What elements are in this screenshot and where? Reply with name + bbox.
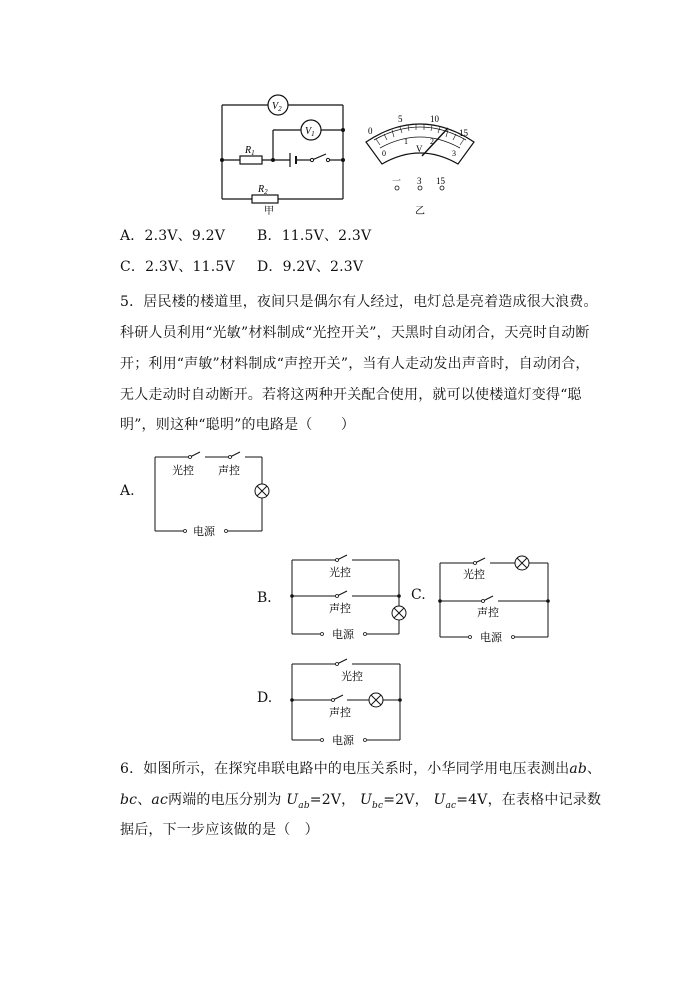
label-sound-switch: 声控 <box>218 465 240 477</box>
dial-tick-inner-1: 1 <box>404 137 408 146</box>
q5-option-c-label[interactable]: C. <box>411 587 426 603</box>
terminal-negative: 一 <box>392 176 402 186</box>
q6-sub-ab: ab <box>298 800 310 811</box>
dial-tick-outer-10: 10 <box>430 114 439 124</box>
terminal-3: 3 <box>417 176 422 186</box>
dial-tick-inner-3: 3 <box>452 149 456 158</box>
q5-circuit-c[interactable] <box>435 552 555 644</box>
q6-val-ab: =2V， <box>309 792 356 808</box>
dial-tick-inner-2: 2 <box>430 137 434 146</box>
label-light-switch: 光控 <box>329 567 351 579</box>
label-power-source: 电源 <box>480 632 502 644</box>
label-sound-switch: 声控 <box>329 707 351 719</box>
terminal-15: 15 <box>436 176 445 186</box>
q6-u-ab: U <box>286 792 299 808</box>
q6-u-ac: U <box>433 792 446 808</box>
q6-u-bc: U <box>360 792 373 808</box>
circuit-diagram-jia <box>212 92 352 220</box>
dial-tick-outer-0: 0 <box>368 126 373 136</box>
q5-circuit-a[interactable] <box>150 450 270 542</box>
label-sound-switch: 声控 <box>329 603 351 615</box>
label-sound-switch: 声控 <box>477 607 499 619</box>
r1-label: $R_1$ <box>245 145 255 157</box>
q5-option-a-label[interactable]: A. <box>120 483 135 499</box>
q6-var-bc: bc <box>120 792 138 808</box>
dial-tick-outer-15: 15 <box>459 128 468 138</box>
q6-sub-ac: ac <box>445 800 457 811</box>
label-light-switch: 光控 <box>463 569 485 581</box>
q6-var-ab: ab <box>569 761 588 777</box>
q5-circuit-d[interactable] <box>287 656 407 748</box>
dial-tick-outer-5: 5 <box>398 114 403 124</box>
q6-stem-line-2 <box>120 790 601 816</box>
label-light-switch: 光控 <box>341 671 363 683</box>
q6-line1-text: 6．如图所示，在探究串联电路中的电压关系时，小华同学用电压表测出 <box>120 761 570 777</box>
dial-unit: V <box>416 144 423 154</box>
q5-stem-line-3: 开；利用“声敏”材料制成“声控开关”，当有人走动发出声音时，自动闭合， <box>120 356 590 372</box>
q5-stem-line-2: 科研人员利用“光敏”材料制成“光控开关”，天黑时自动闭合，天亮时自动断 <box>120 325 590 341</box>
figure-caption-jia: 甲 <box>264 206 274 217</box>
q6-val-ac: =4V，在表格中记录数 <box>456 792 602 808</box>
q4-option-c[interactable]: C．2.3V、11.5V <box>120 259 235 275</box>
q4-option-b[interactable]: B．11.5V、2.3V <box>257 228 372 244</box>
voltmeter-dial-yi <box>360 98 480 222</box>
dial-tick-inner-0: 0 <box>382 149 386 158</box>
q5-stem-line-5: 明”，则这种“聪明”的电路是（ ） <box>120 417 356 433</box>
q6-stem-line-1 <box>120 759 601 779</box>
q4-option-a[interactable]: A．2.3V、9.2V <box>120 228 226 244</box>
figure-caption-yi: 乙 <box>415 206 425 217</box>
q5-stem-line-1: 5．居民楼的楼道里，夜间只是偶尔有人经过，电灯总是亮着造成很大浪费。 <box>120 294 598 310</box>
q6-var-ac: ac <box>151 792 168 808</box>
q4-option-d[interactable]: D．9.2V、2.3V <box>257 259 364 275</box>
q6-stem-line-3: 据后，下一步应该做的是（ ） <box>120 822 319 838</box>
label-power-source: 电源 <box>332 735 354 747</box>
q6-val-bc: =2V， <box>383 792 429 808</box>
q5-option-b-label[interactable]: B． <box>257 590 282 606</box>
q6-sub-bc: bc <box>372 800 384 811</box>
q5-stem-line-4: 无人走动时自动断开。若将这两种开关配合使用，就可以使楼道灯变得“聪 <box>120 387 582 403</box>
label-light-switch: 光控 <box>172 465 194 477</box>
q5-option-d-label[interactable]: D. <box>257 690 273 706</box>
q5-circuit-b[interactable] <box>287 552 407 644</box>
q6-line1-suffix: 、 <box>587 761 602 777</box>
r2-label: $R_2$ <box>258 184 268 196</box>
label-power-source: 电源 <box>332 629 354 641</box>
q6-line2-text: 两端的电压分别为 <box>168 792 282 808</box>
v2-label: $V_2$ <box>272 101 282 113</box>
label-power-source: 电源 <box>193 526 215 538</box>
v1-label: $V_1$ <box>305 126 315 138</box>
q6-sep: 、 <box>137 792 152 808</box>
